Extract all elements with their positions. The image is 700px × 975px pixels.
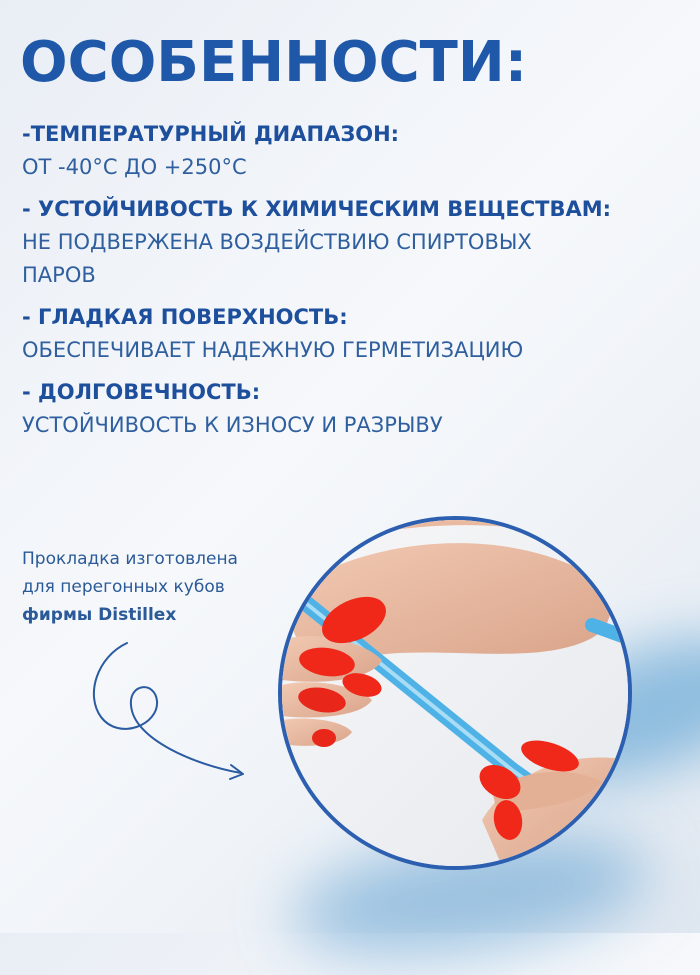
product-photo [278, 516, 632, 870]
page-title: ОСОБЕННОСТИ: [20, 30, 528, 95]
product-note [22, 545, 322, 629]
feature-heading: - ГЛАДКАЯ ПОВЕРХНОСТЬ: [22, 305, 348, 329]
feature-durability [22, 376, 682, 442]
note-line: Прокладка изготовлена [22, 549, 238, 569]
features-list [22, 118, 682, 451]
feature-text: ОТ -40°С ДО +250°С [22, 155, 247, 179]
feature-heading: -ТЕМПЕРАТУРНЫЙ ДИАПАЗОН: [22, 122, 400, 146]
note-brand: фирмы Distillex [22, 605, 177, 625]
feature-temperature [22, 118, 682, 184]
curly-arrow-icon [85, 635, 255, 785]
feature-text: НЕ ПОДВЕРЖЕНА ВОЗДЕЙСТВИЮ СПИРТОВЫХ [22, 230, 532, 254]
feature-text: УСТОЙЧИВОСТЬ К ИЗНОСУ И РАЗРЫВУ [22, 413, 443, 437]
feature-text: ОБЕСПЕЧИВАЕТ НАДЕЖНУЮ ГЕРМЕТИЗАЦИЮ [22, 338, 524, 362]
feature-heading: - ДОЛГОВЕЧНОСТЬ: [22, 380, 261, 404]
feature-chemical-resistance [22, 193, 682, 292]
note-line: для перегонных кубов [22, 577, 225, 597]
hand-holding-gasket-illustration [282, 520, 628, 866]
feature-text: ПАРОВ [22, 263, 96, 287]
feature-smooth-surface [22, 301, 682, 367]
feature-heading: - УСТОЙЧИВОСТЬ К ХИМИЧЕСКИМ ВЕЩЕСТВАМ: [22, 197, 612, 221]
